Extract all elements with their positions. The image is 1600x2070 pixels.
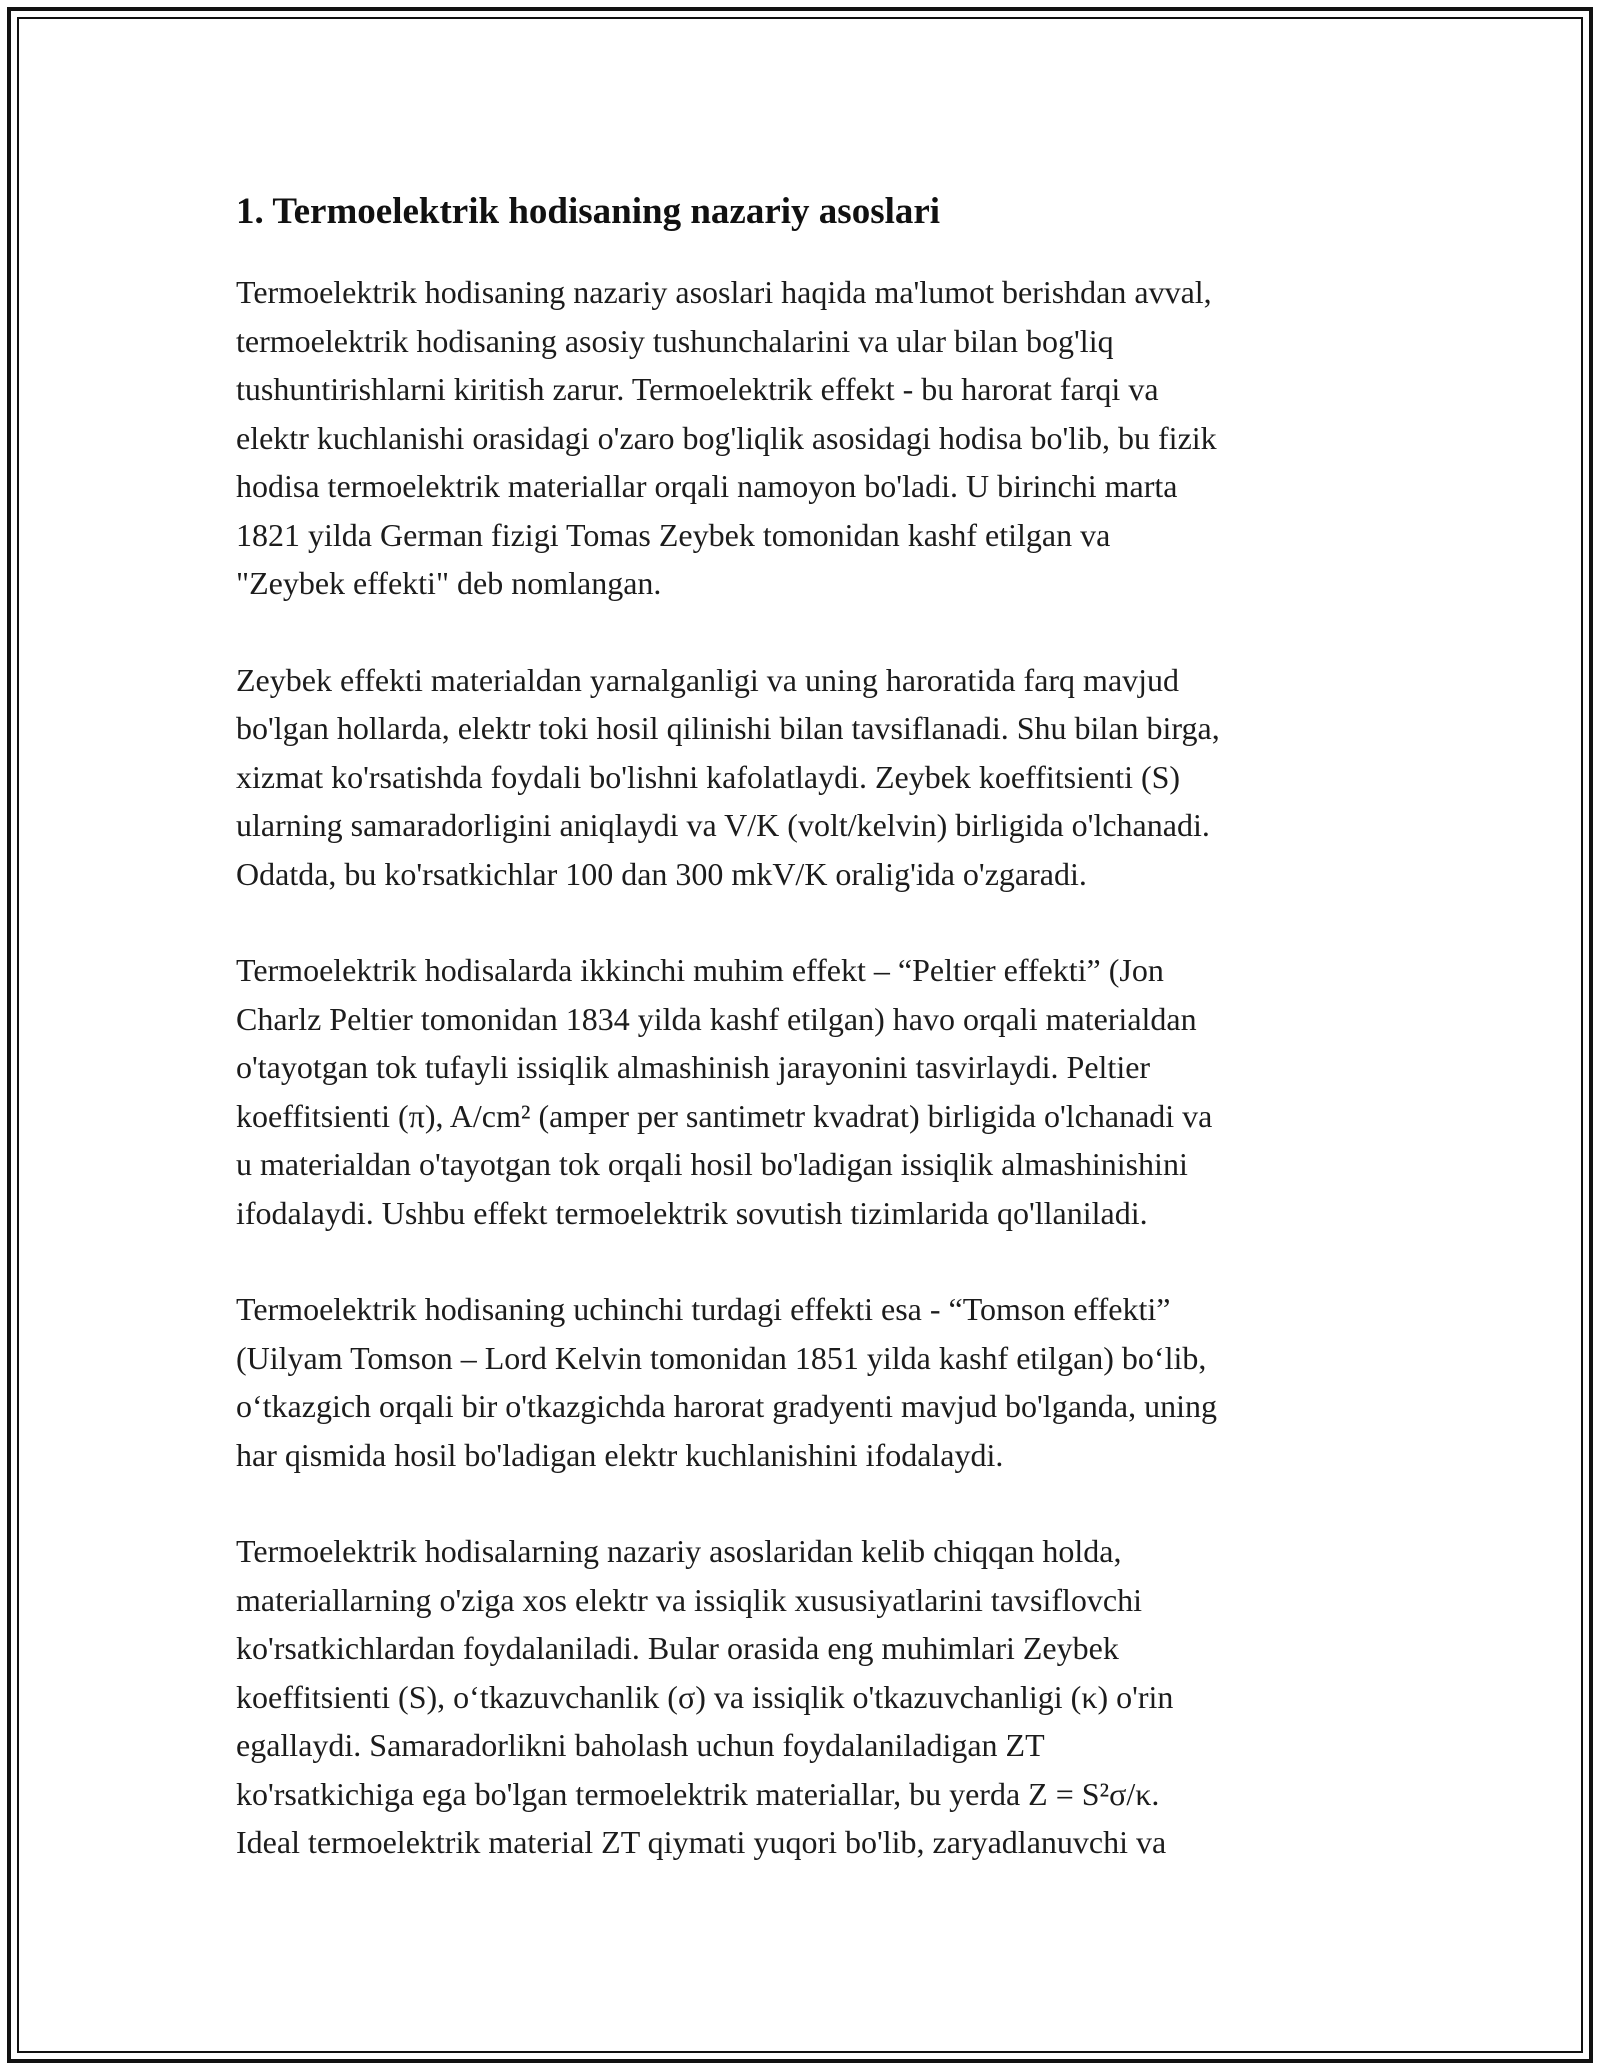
text-line: Ideal termoelektrik material ZT qiymati yuqori bo'lib, zaryadlanuvchi va (236, 1824, 1167, 1860)
paragraph-thomson (236, 1285, 1396, 1479)
text-line: Termoelektrik hodisaning uchinchi turdagi effekti esa - “Tomson effekti” (236, 1291, 1171, 1327)
text-line: koeffitsienti (S), o‘tkazuvchanlik (σ) va issiqlik o'tkazuvchanligi (κ) o'rin (236, 1678, 1174, 1715)
text-line: ifodalaydi. Ushbu effekt termoelektrik sovutish tizimlarida qo'llaniladi. (236, 1194, 1148, 1231)
paragraph-intro (236, 268, 1396, 608)
text-line: Termoelektrik hodisaning nazariy asoslari haqida ma'lumot berishdan avval, (236, 274, 1212, 310)
text-line: "Zeybek effekti" deb nomlangan. (236, 565, 662, 601)
text-line: ko'rsatkichiga ega bo'lgan termoelektrik materiallar, bu yerda Z = S²σ/κ. (236, 1775, 1160, 1812)
paragraph-seebeck (236, 656, 1396, 899)
text-line: u materialdan o'tayotgan tok orqali hosil bo'ladigan issiqlik almashinishini (236, 1146, 1188, 1182)
text-line: tushuntirishlarni kiritish zarur. Termoelektrik effekt - bu harorat farqi va (236, 371, 1159, 407)
text-line: Termoelektrik hodisalarning nazariy asoslaridan kelib chiqqan holda, (236, 1533, 1122, 1569)
text-line: materiallarning o'ziga xos elektr va issiqlik xususiyatlarini tavsiflovchi (236, 1581, 1142, 1618)
text-line: Termoelektrik hodisalarda ikkinchi muhim effekt – “Peltier effekti” (Jon (236, 952, 1164, 988)
paragraph-peltier (236, 946, 1396, 1237)
text-line: koeffitsienti (π), A/cm² (amper per santimetr kvadrat) birligida o'lchanadi va (236, 1097, 1213, 1134)
text-line: ularning samaradorligini aniqlaydi va V/K (volt/kelvin) birligida o'lchanadi. (236, 807, 1210, 843)
text-line: o‘tkazgich orqali bir o'tkazgichda harorat gradyenti mavjud bo'lganda, uning (236, 1388, 1217, 1424)
text-line: Zeybek effekti materialdan yarnalganligi va uning haroratida farq mavjud (236, 661, 1180, 698)
text-line: egallaydi. Samaradorlikni baholash uchun foydalaniladigan ZT (236, 1727, 1045, 1763)
text-line: 1821 yilda German fizigi Tomas Zeybek tomonidan kashf etilgan va (236, 516, 1111, 553)
text-line: o'tayotgan tok tufayli issiqlik almashinish jarayonini tasvirlaydi. Peltier (236, 1049, 1151, 1085)
text-line: Odatda, bu ko'rsatkichlar 100 dan 300 mkV/K oralig'ida o'zgaradi. (236, 855, 1087, 892)
section-title: 1. Termoelektrik hodisaning nazariy asoslari (236, 191, 941, 232)
text-line: termoelektrik hodisaning asosiy tushunchalarini va ular bilan bog'liq (236, 322, 1114, 359)
text-line: elektr kuchlanishi orasidagi o'zaro bog'liqlik asosidagi hodisa bo'lib, bu fizik (236, 419, 1217, 456)
text-line: hodisa termoelektrik materiallar orqali namoyon bo'ladi. U birinchi marta (236, 468, 1178, 504)
document-page (236, 188, 1396, 1915)
text-line: xizmat ko'rsatishda foydali bo'lishni kafolatlaydi. Zeybek koeffitsienti (S) (236, 758, 1181, 795)
text-line: har qismida hosil bo'ladigan elektr kuchlanishini ifodalaydi. (236, 1436, 1004, 1473)
text-line: ko'rsatkichlardan foydalaniladi. Bular orasida eng muhimlari Zeybek (236, 1630, 1119, 1666)
paragraph-figure-of-merit (236, 1527, 1396, 1867)
text-line: (Uilyam Tomson – Lord Kelvin tomonidan 1851 yilda kashf etilgan) bo‘lib, (236, 1339, 1207, 1376)
text-line: Charlz Peltier tomonidan 1834 yilda kashf etilgan) havo orqali materialdan (236, 1000, 1197, 1037)
text-line: bo'lgan hollarda, elektr toki hosil qilinishi bilan tavsiflanadi. Shu bilan birga, (236, 710, 1220, 746)
